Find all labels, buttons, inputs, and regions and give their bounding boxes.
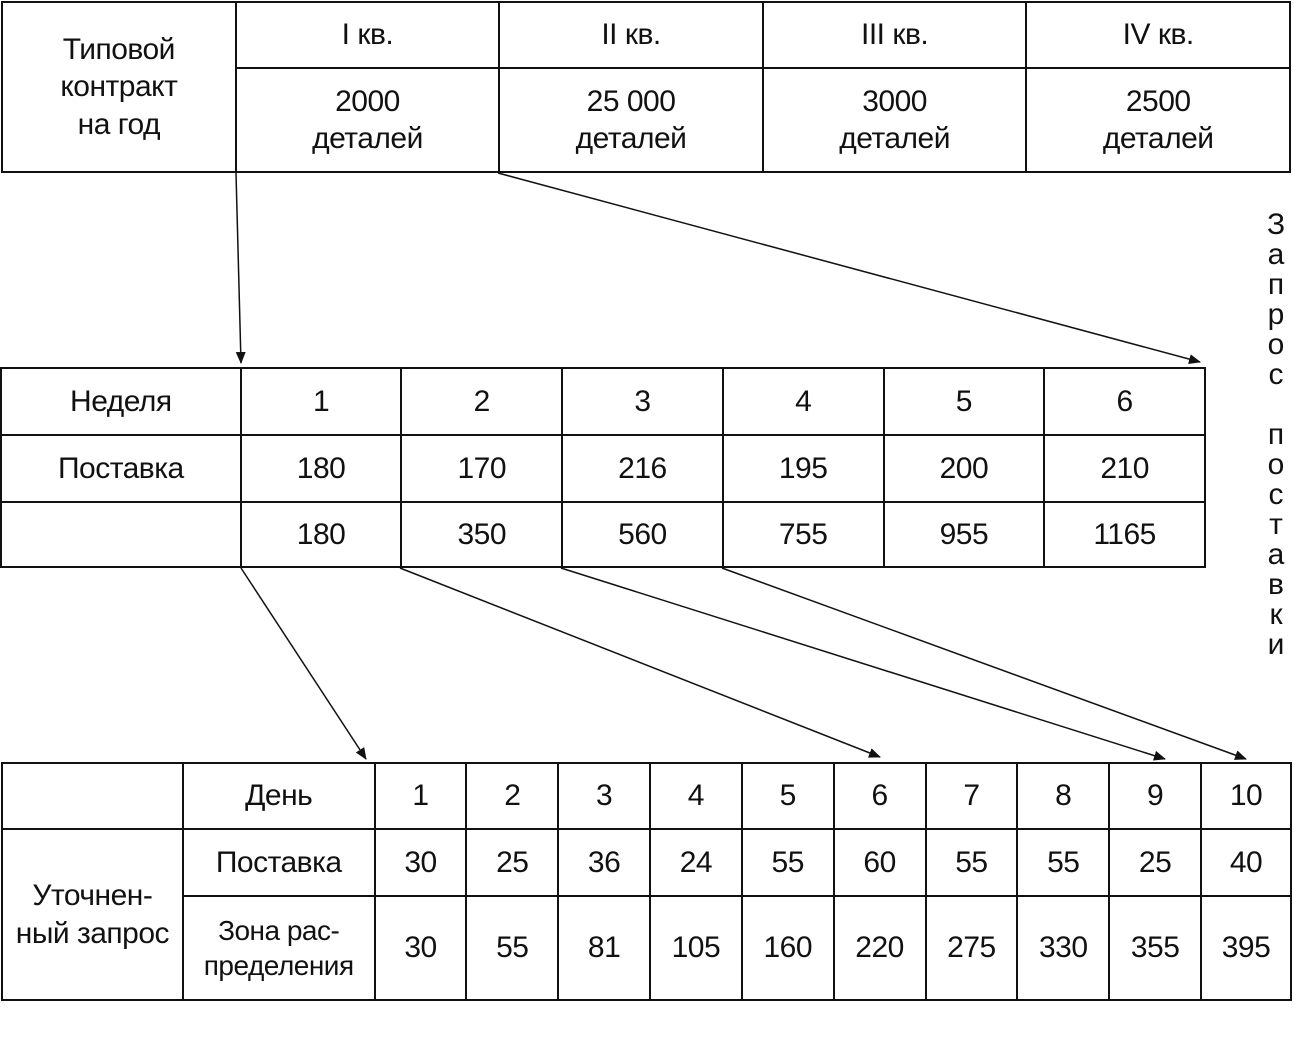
week-6-delivery: 210 <box>1044 435 1205 502</box>
quarter-3-value: 3000 деталей <box>763 68 1027 172</box>
day-label: День <box>183 763 375 829</box>
vertical-letter: о <box>1267 448 1285 481</box>
day-1-header: 1 <box>375 763 467 829</box>
week-3-cumulative: 560 <box>562 502 723 567</box>
vertical-letter: в <box>1268 568 1284 601</box>
day-9-zone: 355 <box>1109 896 1201 1000</box>
week-4-delivery: 195 <box>723 435 884 502</box>
day-4-zone: 105 <box>650 896 742 1000</box>
vertical-letter: с <box>1268 358 1284 391</box>
vertical-letter: т <box>1269 508 1283 541</box>
day-1-delivery: 30 <box>375 829 467 896</box>
day-8-zone: 330 <box>1017 896 1109 1000</box>
day-3-zone: 81 <box>558 896 650 1000</box>
day-6-header: 6 <box>834 763 926 829</box>
day-4-delivery: 24 <box>650 829 742 896</box>
week-6-header: 6 <box>1044 368 1205 435</box>
vertical-letter: а <box>1267 238 1285 271</box>
day-8-header: 8 <box>1017 763 1109 829</box>
week-2-cumulative: 350 <box>401 502 562 567</box>
week-3-delivery: 216 <box>562 435 723 502</box>
day-3-header: 3 <box>558 763 650 829</box>
vertical-letter: а <box>1267 538 1285 571</box>
quarter-4-value: 2500 деталей <box>1026 68 1290 172</box>
arrow-week-to-day-10 <box>722 568 1246 759</box>
day-2-delivery: 25 <box>466 829 558 896</box>
week-1-header: 1 <box>241 368 402 435</box>
week-6-cumulative: 1165 <box>1044 502 1205 567</box>
vertical-letter: З <box>1266 208 1286 241</box>
quarter-3-header: III кв. <box>763 2 1027 68</box>
vertical-letter <box>1256 390 1294 420</box>
day-4-header: 4 <box>650 763 742 829</box>
week-5-header: 5 <box>884 368 1045 435</box>
arrow-week-to-day-6 <box>400 568 880 757</box>
supply-request-vertical-label <box>1256 210 1294 660</box>
day-2-zone: 55 <box>466 896 558 1000</box>
vertical-letter: к <box>1269 598 1283 631</box>
quarter-2-header: II кв. <box>499 2 763 68</box>
vertical-letter: с <box>1268 478 1284 511</box>
day-5-header: 5 <box>742 763 834 829</box>
day-2-header: 2 <box>466 763 558 829</box>
day-6-zone: 220 <box>834 896 926 1000</box>
refined-request-label: Уточнен- ный запрос <box>2 829 183 1000</box>
day-5-zone: 160 <box>742 896 834 1000</box>
arrow-week-to-day-9 <box>561 568 1165 759</box>
day-8-delivery: 55 <box>1017 829 1109 896</box>
weekly-cumulative-label <box>1 502 241 567</box>
vertical-letter: о <box>1267 328 1285 361</box>
quarter-4-header: IV кв. <box>1026 2 1290 68</box>
quarter-2-value: 25 000 деталей <box>499 68 763 172</box>
day-10-header: 10 <box>1201 763 1291 829</box>
week-5-delivery: 200 <box>884 435 1045 502</box>
week-1-delivery: 180 <box>241 435 402 502</box>
daily-empty-corner <box>2 763 183 829</box>
day-10-zone: 395 <box>1201 896 1291 1000</box>
contract-table <box>1 1 1291 173</box>
week-5-cumulative: 955 <box>884 502 1045 567</box>
week-label: Неделя <box>1 368 241 435</box>
vertical-letter: п <box>1267 418 1285 451</box>
arrow-contract-to-week-1 <box>236 173 241 363</box>
day-10-delivery: 40 <box>1201 829 1291 896</box>
weekly-table <box>0 367 1206 568</box>
vertical-letter: п <box>1267 268 1285 301</box>
week-2-header: 2 <box>401 368 562 435</box>
daily-table <box>1 762 1292 1001</box>
day-6-delivery: 60 <box>834 829 926 896</box>
arrow-week-to-day-1 <box>241 568 366 759</box>
vertical-letter: и <box>1267 628 1285 661</box>
distribution-zone-label: Зона рас- пределения <box>183 896 375 1000</box>
week-1-cumulative: 180 <box>241 502 402 567</box>
quarter-1-value: 2000 деталей <box>236 68 500 172</box>
day-5-delivery: 55 <box>742 829 834 896</box>
day-9-delivery: 25 <box>1109 829 1201 896</box>
vertical-letter: р <box>1267 298 1285 331</box>
day-3-delivery: 36 <box>558 829 650 896</box>
quarter-1-header: I кв. <box>236 2 500 68</box>
week-4-cumulative: 755 <box>723 502 884 567</box>
week-2-delivery: 170 <box>401 435 562 502</box>
weekly-delivery-label: Поставка <box>1 435 241 502</box>
day-7-zone: 275 <box>926 896 1018 1000</box>
day-7-delivery: 55 <box>926 829 1018 896</box>
daily-delivery-label: Поставка <box>183 829 375 896</box>
day-1-zone: 30 <box>375 896 467 1000</box>
arrow-contract-to-week-6 <box>498 173 1200 362</box>
contract-row-label: Типовой контракт на год <box>2 2 236 172</box>
week-4-header: 4 <box>723 368 884 435</box>
day-7-header: 7 <box>926 763 1018 829</box>
day-9-header: 9 <box>1109 763 1201 829</box>
week-3-header: 3 <box>562 368 723 435</box>
